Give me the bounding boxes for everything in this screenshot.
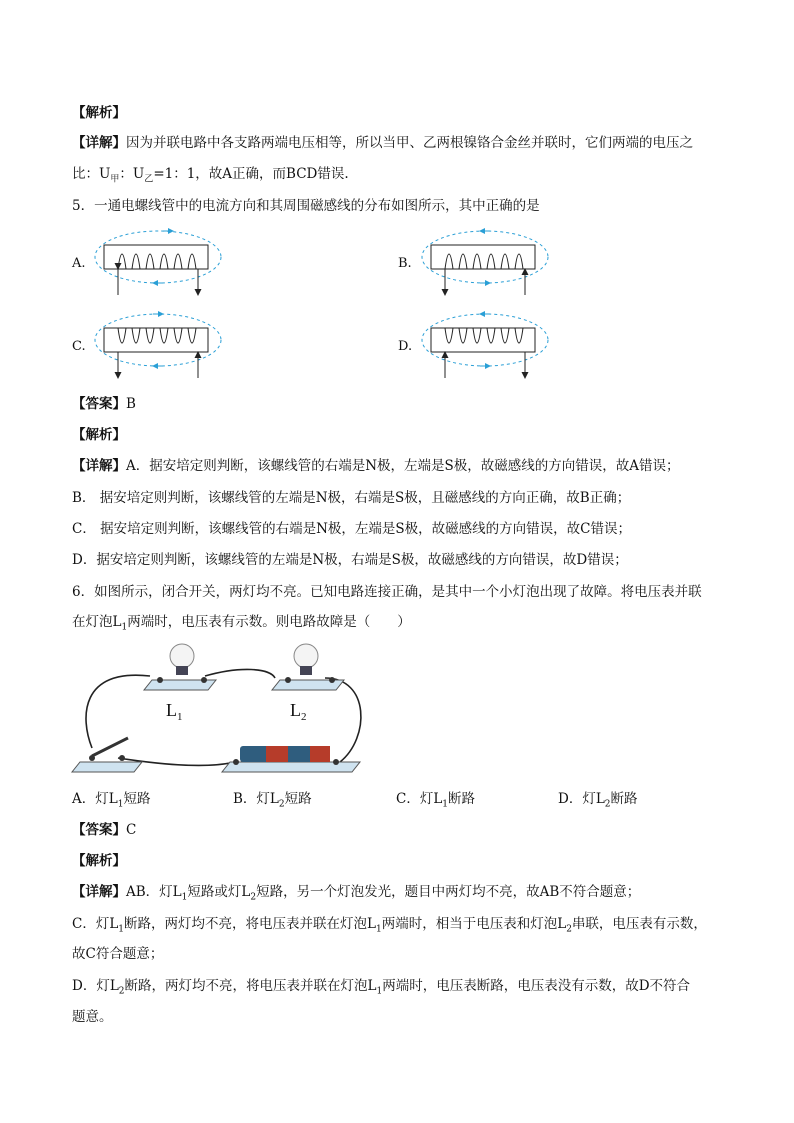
switch: [72, 738, 142, 772]
q6-detail-4: D．灯$L_2$断路，两灯均不亮，将电压表并联在灯泡$L_1$两端时，电压表断路，电压表没有示数，故D不符合: [72, 978, 691, 997]
q5-analysis-tag: 【解析】: [72, 427, 126, 443]
q4-detail-line-1: 【详解】因为并联电路中各支路两端电压相等，所以当甲、乙两根镍铬合金丝并联时，它们两端的电压之: [72, 135, 693, 151]
option-b-label: B.: [398, 256, 412, 271]
q6-analysis-tag: 【解析】: [72, 853, 126, 869]
q6-stem-line-2: 在灯泡$L_1$两端时，电压表有示数。则电路故障是（ ）: [72, 614, 411, 633]
option-c-label: C.: [72, 339, 86, 354]
lamp-l1: [144, 644, 216, 690]
q6-option-c: C．灯$L_1$断路: [396, 791, 476, 810]
q6-option-a: A．灯$L_1$短路: [72, 791, 151, 810]
solenoid-figure-c: [88, 308, 228, 383]
q6-stem-line-1: 6．如图所示，闭合开关，两灯均不亮。已知电路连接正确，是其中一个小灯泡出现了故障。将电压表并联: [72, 584, 702, 600]
q5-detail-1: 【详解】A．据安培定则判断，该螺线管的右端是N极，左端是S极，故磁感线的方向错误，故A错误；: [72, 458, 680, 474]
q5-answer: 【答案】B: [72, 396, 136, 412]
lamp-l2: [272, 644, 344, 690]
q5-detail-3: C． 据安培定则判断，该螺线管的右端是N极，左端是S极，故磁感线的方向错误，故C错误；: [72, 521, 632, 537]
q5-stem: 5．一通电螺线管中的电流方向和其周围磁感线的分布如图所示，其中正确的是: [72, 198, 540, 214]
solenoid-figure-a: [88, 225, 228, 300]
lamp-l2-label: $L_2$: [290, 700, 307, 723]
q6-option-b: B．灯$L_2$短路: [233, 791, 312, 810]
solenoid-figure-d: [415, 308, 555, 383]
q6-detail-1: 【详解】AB．灯$L_1$短路或灯$L_2$短路，另一个灯泡发光，题目中两灯均不亮，故AB不符合题意；: [72, 884, 641, 903]
q6-answer: 【答案】C: [72, 822, 137, 838]
option-a-label: A.: [72, 256, 86, 271]
q5-detail-4: D．据安培定则判断，该螺线管的左端是N极，右端是S极，故磁感线的方向错误，故D错误；: [72, 552, 628, 568]
q6-option-d: D．灯$L_2$断路: [558, 791, 638, 810]
q6-detail-5: 题意。: [72, 1009, 113, 1025]
q5-detail-2: B． 据安培定则判断，该螺线管的左端是N极，右端是S极，且磁感线的方向正确，故B正确；: [72, 490, 631, 506]
option-d-label: D.: [398, 339, 413, 354]
q6-detail-2: C．灯$L_1$断路，两灯均不亮，将电压表并联在灯泡$L_1$两端时，相当于电压表和灯泡$L_2$串联，电压表有示数，: [72, 916, 707, 935]
lamp-l1-label: $L_1$: [166, 700, 183, 723]
solenoid-figure-b: [415, 225, 555, 300]
circuit-figure: [70, 638, 380, 783]
battery: [222, 746, 360, 772]
q4-detail-line-2: 比：$U_甲$：$U_乙=1$：1，故A正确，而BCD错误.: [72, 166, 349, 185]
q6-detail-3: 故C符合题意；: [72, 946, 164, 962]
analysis-tag: 【解析】: [72, 105, 126, 121]
